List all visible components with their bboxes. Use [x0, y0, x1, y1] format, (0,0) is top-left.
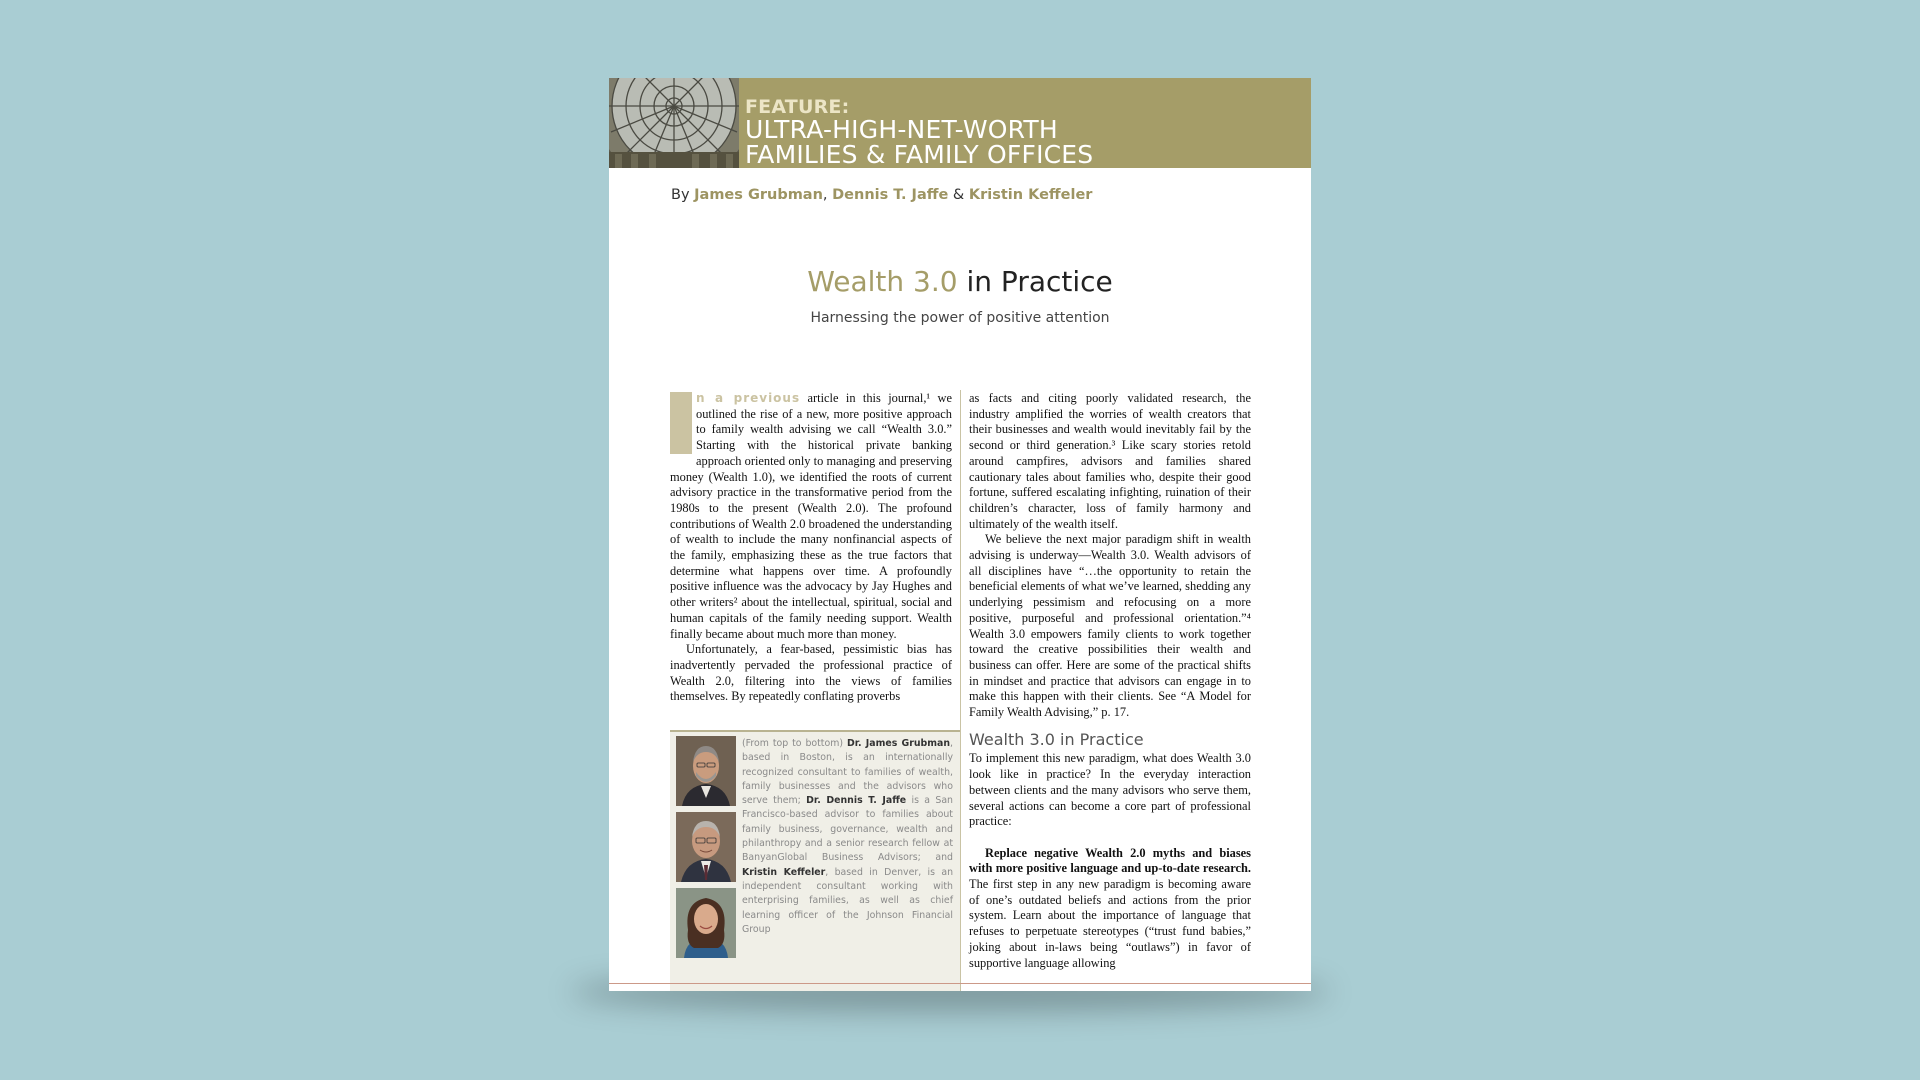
author-photo-jaffe [676, 812, 736, 882]
paragraph [670, 391, 952, 642]
left-column [670, 391, 952, 705]
feature-label: FEATURE: [745, 96, 850, 118]
paragraph: To implement this new paradigm, what does Wealth 3.0 look like in practice? In the everyday interaction between clients and the many advisors who serve them, several actions can become a core part of professional practice: [969, 751, 1251, 829]
author-photo-grubman [676, 736, 736, 806]
author-name: James Grubman [694, 187, 823, 203]
article-title-highlight: Wealth 3.0 [807, 265, 958, 298]
paragraph-text: The first step in any new paradigm is becoming aware of one’s outdated beliefs and actions from the prior system. Learn about the importance of language that refuses to perpetuate stereotypes (“trust fund babies,” joking about in-laws being “outlaws”) in favor of supportive language allowing [969, 877, 1251, 970]
feature-banner [609, 78, 1311, 168]
section-heading: Wealth 3.0 in Practice [969, 729, 1144, 749]
author-bio-text [742, 737, 953, 937]
byline-separator: & [948, 187, 969, 203]
paragraph: We believe the next major paradigm shift in wealth advising is underway—Wealth 3.0. Wealth advisors of all disciplines have “…the opportunity to retain the beneficial elements of what we’ve learned, shedding any underlying pessimism and refocusing on a more positive, purposeful and professional orientation.”⁴ Wealth 3.0 empowers family clients to work together toward the creative possibilities their wealth and business can offer. Here are some of the practical shifts in mindset and practice that advisors can engage in to make this happen with their clients. See “A Model for Family Wealth Advising,” p. 17. [969, 532, 1251, 720]
paragraph: as facts and citing poorly validated research, the industry amplified the worries of wealth creators that their businesses and wealth would inevitably fail by the second or third generation.³ Like scary stories retold around campfires, advisors and families shared cautionary tales about families who, despite their good fortune, suffered escalating infighting, ruination of their children’s character, loss of family harmony and ultimately of the wealth itself. [969, 391, 1251, 531]
author-name: Kristin Keffeler [968, 187, 1093, 203]
lead-in-words: n a previous [696, 391, 801, 405]
byline-separator: , [822, 187, 833, 203]
dome-ceiling-image [609, 78, 739, 168]
bio-author-name: Kristin Keffeler [742, 866, 826, 878]
article-subtitle: Harnessing the power of positive attention [810, 310, 1110, 326]
magazine-page [609, 78, 1311, 991]
author-bio-box [670, 730, 960, 991]
bio-text: (From top to bottom) [742, 738, 847, 749]
column-divider [960, 390, 961, 991]
paragraph [969, 846, 1251, 972]
paragraph-text: article in this journal,¹ we outlined the rise of a new, more positive approach to family wealth advising we call “Wealth 3.0.” Starting with the historical private banking approach oriented only to managing and preserving money (Wealth 1.0), we identified the roots of current advisory practice in the transformative period from the 1980s to the present (Wealth 2.0). The profound contributions of Wealth 2.0 broadened the understanding of wealth to include the many nonfinancial aspects of the family, emphasizing these as the true factors that determine what happens over time. A profoundly positive influence was the advocacy by Jay Hughes and other writers² about the intellectual, spiritual, social and human capitals of the family needing support. Wealth finally became about much more than money. [670, 391, 952, 641]
author-photo-keffeler [676, 888, 736, 958]
banner-title-line1: ULTRA-HIGH-NET-WORTH [745, 115, 1058, 144]
bottom-rule [609, 983, 1311, 984]
bio-author-name: Dr. Dennis T. Jaffe [806, 795, 907, 807]
article-title-rest: in Practice [957, 265, 1113, 298]
bold-lead-in: Replace negative Wealth 2.0 myths and biases with more positive language and up-to-date research. [969, 845, 1251, 876]
byline-prefix: By [671, 187, 695, 203]
article-title [609, 265, 1311, 298]
bio-text: , based in Denver, is an independent consultant working with enterprising families, as well as chief learning officer of the Johnson Financial Group [742, 866, 954, 935]
bio-text: is a San Francisco-based advisor to families about family business, governance, wealth and philanthropy and a senior research fellow at BanyanGlobal Business Advisors; and [742, 795, 954, 864]
paragraph: Unfortunately, a fear-based, pessimistic bias has inadvertently pervaded the professional practice of Wealth 2.0, filtering into the views of families themselves. By repeatedly conflating proverbs [670, 642, 952, 704]
bio-author-name: Dr. James Grubman [846, 738, 951, 749]
drop-cap [670, 392, 692, 454]
banner-title-line2: FAMILIES & FAMILY OFFICES [745, 140, 1094, 169]
author-name: Dennis T. Jaffe [832, 187, 949, 203]
bio-text: , based in Boston, is an internationally recognized consultant to families of wealth, family businesses and the advisors who serve them; [742, 738, 953, 807]
byline [671, 187, 1092, 203]
right-column [969, 391, 1251, 971]
